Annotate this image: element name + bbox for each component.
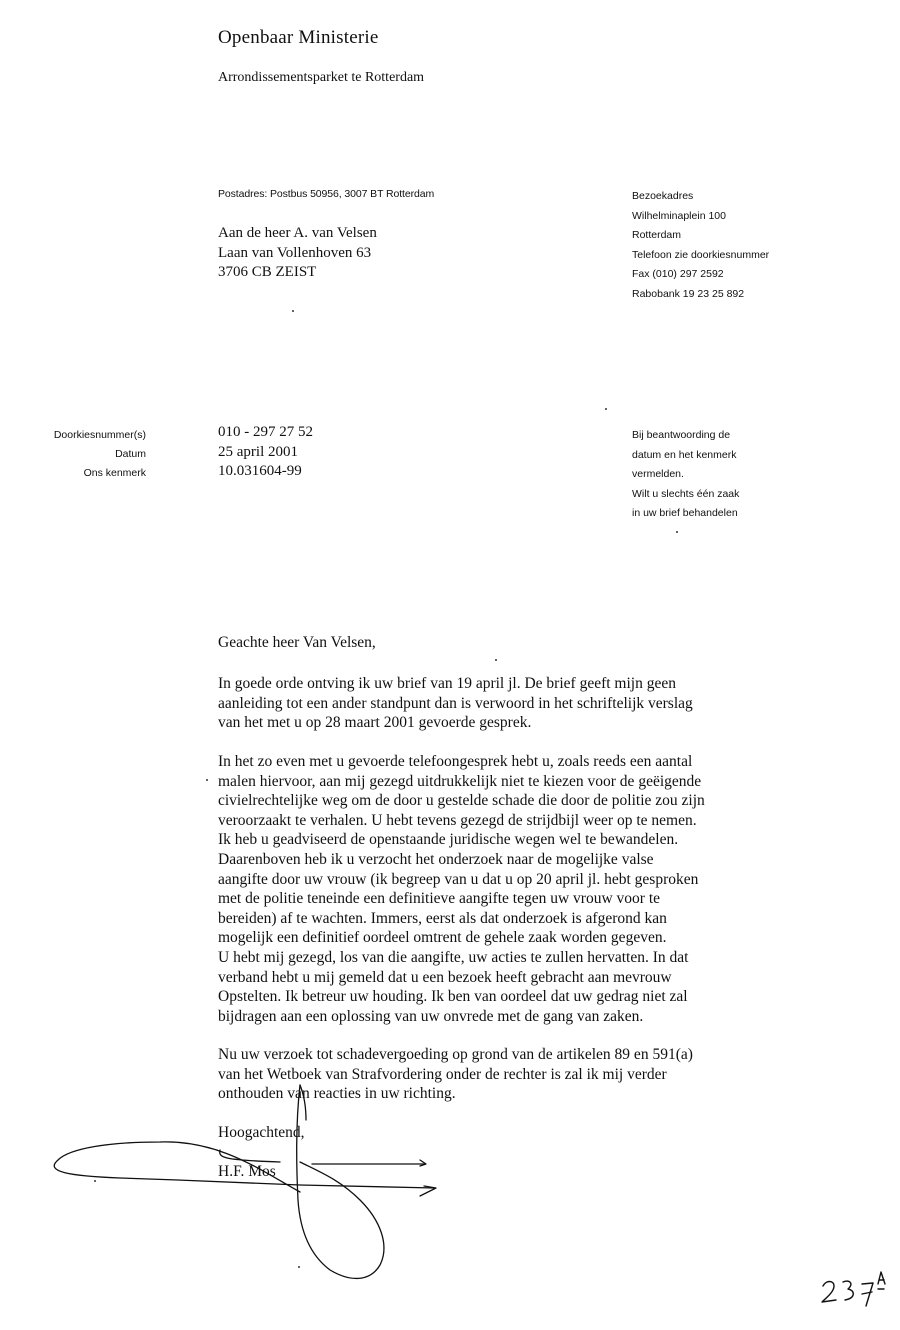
text-line: malen hiervoor, aan mij gezegd uitdrukkelijk niet te kiezen voor de geëigende <box>218 772 702 790</box>
handwritten-page-number <box>818 1270 898 1320</box>
text-line: In het zo even met u gevoerde telefoongesprek hebt u, zoals reeds een aantal <box>218 753 693 770</box>
paragraph-3 <box>218 1045 798 1104</box>
paragraph-2 <box>218 752 798 1026</box>
visit-address-city: Rotterdam <box>632 229 682 242</box>
signer-name: H.F. Mos <box>218 1163 276 1180</box>
visit-address-street: Wilhelminaplein 100 <box>632 209 726 222</box>
value-our-reference: 10.031604-99 <box>218 463 302 479</box>
visit-address-bank: Rabobank 19 23 25 892 <box>632 287 745 300</box>
text-line: mogelijk een definitief oordeel omtrent de gehele zaak worden gegeven. <box>218 929 667 947</box>
visit-address <box>632 187 769 305</box>
text-line: aanleiding tot een ander standpunt dan is verwoord in het schriftelijk verslag <box>218 694 693 712</box>
text-line: Nu uw verzoek tot schadevergoeding op grond van de artikelen 89 en 591(a) <box>218 1046 693 1063</box>
label-direct-number: Doorkiesnummer(s) <box>53 429 146 441</box>
scan-speck <box>495 659 497 661</box>
reply-note-line: vermelden. <box>632 468 684 481</box>
reply-note-line: Wilt u slechts één zaak <box>632 487 740 500</box>
scan-speck <box>206 779 208 781</box>
visit-address-fax: Fax (010) 297 2592 <box>632 268 724 281</box>
postal-address: Postadres: Postbus 50956, 3007 BT Rotterdam <box>218 188 435 200</box>
text-line: U hebt mij gezegd, los van die aangifte, uw acties te zullen hervatten. In dat <box>218 948 689 966</box>
scan-speck <box>94 1180 96 1182</box>
recipient-address <box>218 224 377 283</box>
text-line: bijdragen aan een oplossing van uw onvrede met de gang van zaken. <box>218 1007 644 1025</box>
reply-note-line: Bij beantwoording de <box>632 429 731 441</box>
scan-speck <box>605 408 607 410</box>
text-line: bereiden) af te wachten. Immers, eerst als dat onderzoek is afgerond kan <box>218 909 667 927</box>
text-line: verband hebt u mij gemeld dat u een bezoek heeft gebracht aan mevrouw <box>218 968 672 986</box>
text-line: civielrechtelijke weg om de door u gestelde schade die door de politie zou zijn <box>218 792 705 810</box>
scan-speck <box>676 531 678 533</box>
salutation: Geachte heer Van Velsen, <box>218 634 376 651</box>
reply-instructions <box>632 426 739 524</box>
text-line: In goede orde ontving ik uw brief van 19 april jl. De brief geeft mijn geen <box>218 675 676 692</box>
department-name: Arrondissementsparket te Rotterdam <box>218 70 425 85</box>
text-line: Ik heb u geadviseerd de openstaande juridische wegen wel te bewandelen. <box>218 831 679 849</box>
recipient-name: Aan de heer A. van Velsen <box>218 225 377 241</box>
reply-note-line: in uw brief behandelen <box>632 507 738 520</box>
value-date: 25 april 2001 <box>218 443 298 460</box>
text-line: van het Wetboek van Strafvordering onder de rechter is zal ik mij verder <box>218 1065 667 1083</box>
visit-address-phone: Telefoon zie doorkiesnummer <box>632 248 770 261</box>
recipient-street: Laan van Vollenhoven 63 <box>218 244 372 261</box>
closing: Hoogachtend, <box>218 1124 305 1141</box>
visit-address-heading: Bezoekadres <box>632 190 694 202</box>
text-line: Opstelten. Ik betreur uw houding. Ik ben van oordeel dat uw gedrag niet zal <box>218 988 688 1006</box>
reference-values <box>218 423 313 482</box>
paragraph-1 <box>218 674 798 733</box>
recipient-city: 3706 CB ZEIST <box>218 264 317 280</box>
organization-name: Openbaar Ministerie <box>218 27 379 48</box>
text-line: onthouden van reacties in uw richting. <box>218 1085 456 1103</box>
reply-note-line: datum en het kenmerk <box>632 448 737 461</box>
text-line: met de politie teneinde een definitieve aangifte tegen uw vrouw voor te <box>218 890 661 908</box>
text-line: veroorzaakt te verhalen. U hebt tevens gezegd de strijdbijl weer op te nemen. <box>218 811 697 829</box>
text-line: aangifte door uw vrouw (ik begreep van u dat u op 20 april jl. hebt gesproken <box>218 870 699 888</box>
reference-labels <box>20 426 146 483</box>
text-line: Daarenboven heb ik u verzocht het onderzoek naar de mogelijke valse <box>218 850 654 868</box>
value-direct-number: 010 - 297 27 52 <box>218 424 313 440</box>
text-line: van het met u op 28 maart 2001 gevoerde gesprek. <box>218 714 532 732</box>
scan-speck <box>292 310 294 312</box>
scan-speck <box>298 1266 300 1268</box>
label-date: Datum <box>115 448 146 460</box>
label-our-reference: Ons kenmerk <box>83 467 146 479</box>
